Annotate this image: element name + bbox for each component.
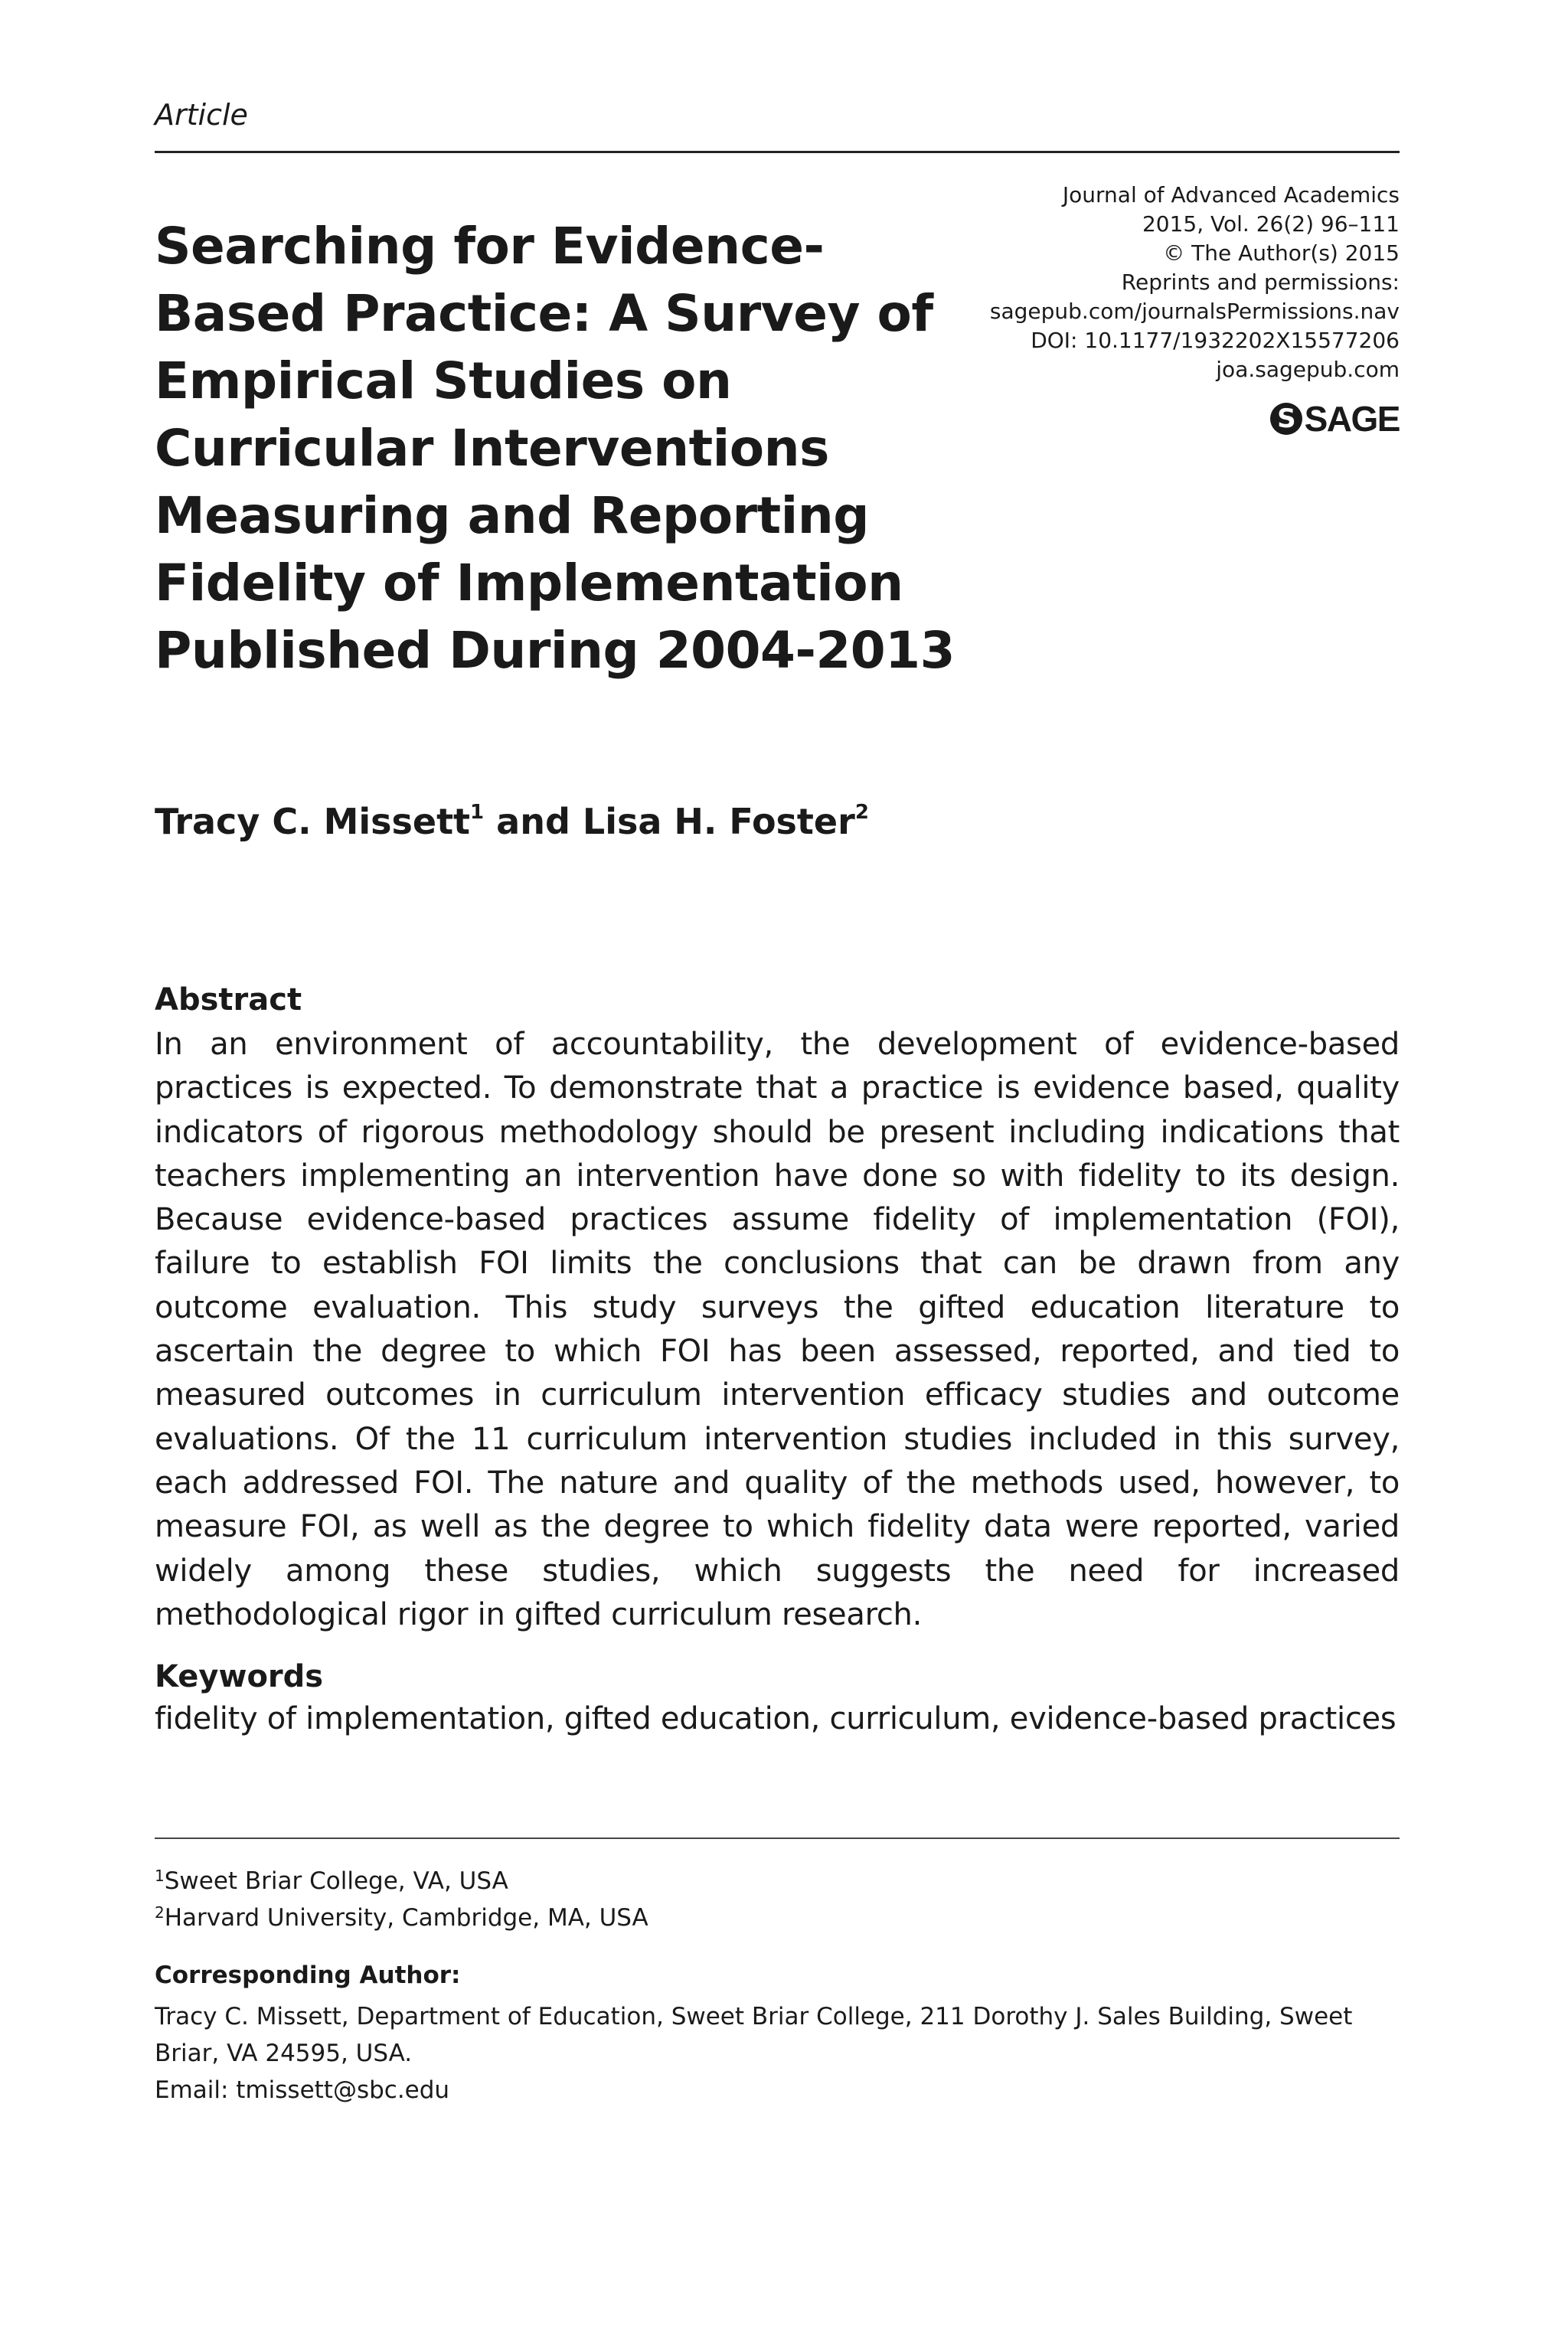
affiliation-marker: 1 <box>155 1867 165 1885</box>
header-rule <box>155 151 1400 153</box>
permissions-link[interactable]: sagepub.com/journalsPermissions.nav <box>989 299 1400 324</box>
journal-meta-block <box>990 181 1400 384</box>
corresponding-address: Tracy C. Missett, Department of Education, Sweet Briar College, 211 Dorothy J. Sales Building, Sweet Briar, VA 24595, USA. <box>155 2003 1353 2067</box>
affiliation-text: Harvard University, Cambridge, MA, USA <box>164 1904 648 1932</box>
journal-name: Journal of Advanced Academics <box>1062 182 1400 207</box>
reprints-label: Reprints and permissions: <box>1121 270 1400 295</box>
paper-title: Searching for Evidence-Based Practice: A Survey of Empirical Studies on Curricular Interventions Measuring and Reporting Fidelity of Implementation Published During 2004-2013 <box>155 217 956 680</box>
keywords-list: fidelity of implementation, gifted education, curriculum, evidence-based practices <box>155 1701 1396 1736</box>
footnote-rule <box>155 1838 1400 1839</box>
corresponding-email[interactable]: Email: tmissett@sbc.edu <box>155 2076 450 2104</box>
affiliation-item <box>155 1867 508 1895</box>
author-connector: and <box>484 801 583 842</box>
author-affiliation-marker: 2 <box>854 801 869 824</box>
abstract-body: In an environment of accountability, the development of evidence-based practices is expected. To demonstrate that a practice is evidence based, quality indicators of rigorous methodology should be present including indications that teachers implementing an intervention have done so with fidelity to its design. Because evidence-based practices assume fidelity of implementation (FOI), failure to establish FOI limits the conclusions that can be drawn from any outcome evaluation. This study surveys the gifted education literature to ascertain the degree to which FOI has been assessed, reported, and tied to measured outcomes in curriculum intervention efficacy studies and outcome evaluations. Of the 11 curriculum intervention studies included in this survey, each addressed FOI. The nature and quality of the methods used, however, to measure FOI, as well as the degree to which fidelity data were reported, varied widely among these studies, which suggests the need for increased methodological rigor in gifted curriculum research. <box>155 1027 1400 1632</box>
doi[interactable]: DOI: 10.1177/1932202X15577206 <box>1031 328 1400 353</box>
keywords-heading: Keywords <box>155 1659 324 1694</box>
copyright-notice: © The Author(s) 2015 <box>1163 240 1400 266</box>
affiliation-marker: 2 <box>155 1903 165 1922</box>
affiliation-item <box>155 1903 648 1932</box>
sage-logo-icon <box>1270 398 1400 439</box>
author-list <box>155 801 869 842</box>
author-affiliation-marker: 1 <box>470 801 485 824</box>
sage-s-mark-icon: S <box>1270 403 1302 435</box>
corresponding-author-heading: Corresponding Author: <box>155 1962 461 1989</box>
author-name: Tracy C. Missett <box>155 801 471 842</box>
author-name: Lisa H. Foster <box>582 801 855 842</box>
journal-site-link[interactable]: joa.sagepub.com <box>1216 357 1400 382</box>
article-type-label: Article <box>155 98 248 132</box>
abstract-heading: Abstract <box>155 982 302 1018</box>
journal-volume: 2015, Vol. 26(2) 96–111 <box>1142 211 1400 237</box>
sage-logo-text: SAGE <box>1304 399 1400 439</box>
corresponding-author-block <box>155 1998 1400 2109</box>
affiliation-text: Sweet Briar College, VA, USA <box>164 1867 508 1895</box>
